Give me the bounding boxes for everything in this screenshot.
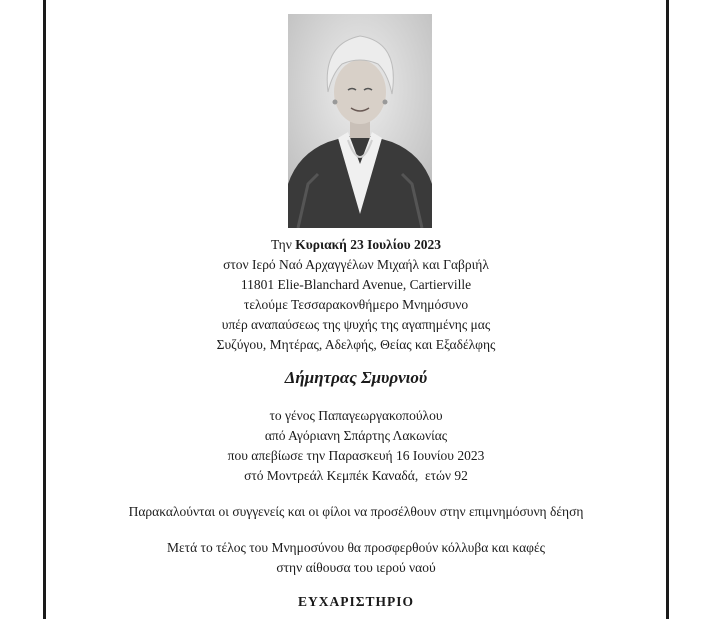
- origin-line: από Αγόριανη Σπάρτης Λακωνίας: [264, 428, 448, 443]
- reception-line-2: στην αίθουσα του ιερού ναού: [276, 560, 436, 575]
- maiden-name-line: το γένος Παπαγεωργακοπούλου: [269, 408, 443, 423]
- memorial-line: τελούμε Τεσσαρακονθήμερο Μνημόσυνο: [243, 297, 469, 312]
- relations-line: Συζύγου, Μητέρας, Αδελφής, Θείας και Εξαδέλφης: [216, 337, 496, 352]
- repose-line: υπέρ αναπαύσεως της ψυχής της αγαπημένης μας: [221, 317, 491, 332]
- notice-content: [46, 235, 666, 626]
- portrait-photo: [288, 14, 432, 228]
- service-date-line: [46, 235, 666, 255]
- church-line: στον Ιερό Ναό Αρχαγγέλων Μιχαήλ και Γαβριήλ: [223, 257, 489, 272]
- place-age-line: στό Μοντρεάλ Κεμπέκ Καναδά, ετών 92: [244, 468, 468, 483]
- reception-line-1: Μετά το τέλος του Μνημοσύνου θα προσφερθούν κόλλυβα και καφές: [167, 540, 545, 555]
- death-date-line: που απεβίωσε την Παρασκευή 16 Ιουνίου 2023: [227, 448, 485, 463]
- service-date: Κυριακή 23 Ιουλίου 2023: [295, 237, 442, 252]
- address-line: 11801 Elie-Blanchard Avenue, Cartierville: [240, 277, 472, 292]
- deceased-name: Δήμητρας Σμυρνιού: [284, 368, 428, 387]
- day-prefix: Την: [270, 237, 292, 252]
- portrait-icon: [288, 14, 432, 228]
- invitation-line: Παρακαλούνται οι συγγενείς και οι φίλοι να προσέλθουν στην επιμνημόσυνη δέηση: [128, 504, 584, 519]
- thanks-heading: ΕΥΧΑΡΙΣΤΗΡΙΟ: [297, 594, 415, 609]
